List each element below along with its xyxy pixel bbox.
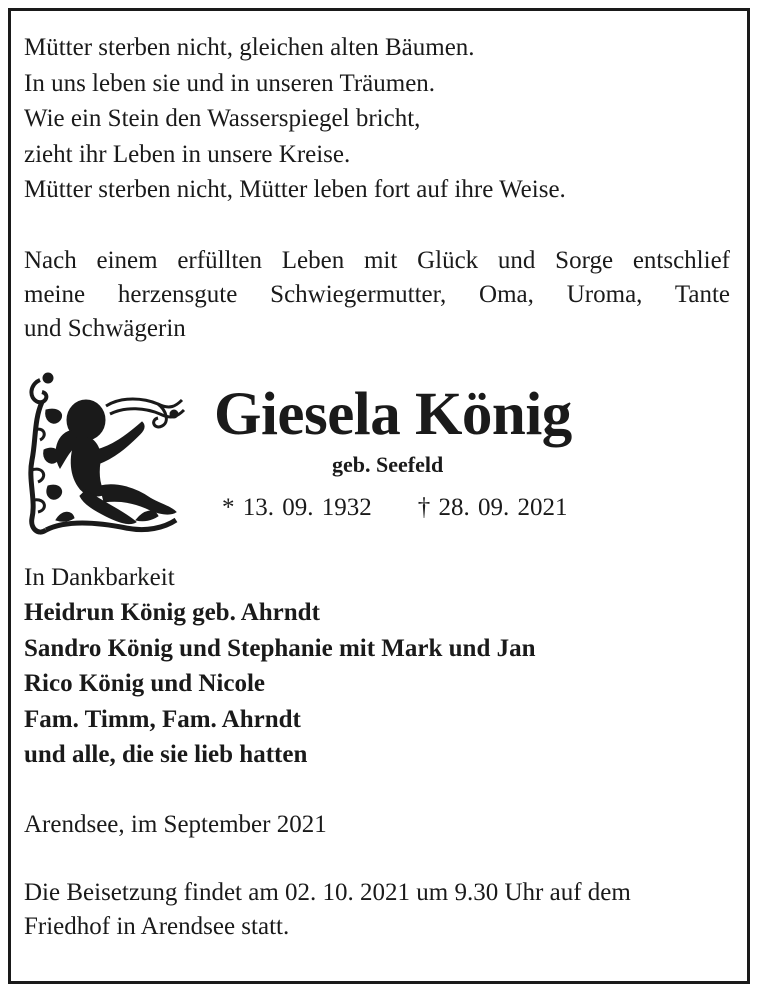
burial-line: Die Beisetzung findet am 02. 10. 2021 um 9.30 Uhr auf dem (24, 878, 631, 906)
mourner-line: Rico König und Nicole (24, 670, 265, 697)
deceased-header (24, 364, 730, 542)
poem-line: Mütter sterben nicht, Mütter leben fort auf ihre Weise. (24, 176, 566, 203)
burial-line: Friedhof in Arendsee statt. (24, 912, 290, 940)
mourner-line: Fam. Timm, Fam. Ahrndt (24, 705, 301, 733)
birth-date: * 13. 09. 1932 (222, 493, 372, 521)
intro-line: Nach einem erfüllten Leben mit Glück und Sorge entschlief (24, 246, 730, 274)
maiden-name: geb. Seefeld (332, 451, 444, 477)
place-date (24, 807, 730, 842)
mourner-line: Heidrun König geb. Ahrndt (24, 599, 320, 626)
obituary-content (24, 30, 730, 944)
intro-text (24, 244, 730, 346)
intro-line: und Schwägerin (24, 314, 186, 342)
poem (24, 30, 730, 208)
poem-line: Wie ein Stein den Wasserspiegel bricht, (24, 105, 421, 132)
place-date-line: Arendsee, im September 2021 (24, 810, 327, 838)
poem-line: zieht ihr Leben in unsere Kreise. (24, 140, 351, 168)
death-date: † 28. 09. 2021 (417, 493, 568, 521)
mourner-line: und alle, die sie lieb hatten (24, 741, 308, 768)
life-dates (222, 494, 568, 522)
mourners-section (24, 560, 730, 773)
burial-notice (24, 876, 730, 944)
cherub-silhouette-icon (26, 370, 186, 540)
gratitude-line: In Dankbarkeit (24, 563, 175, 591)
deceased-name: Giesela König (214, 380, 572, 448)
intro-line: meine herzensgute Schwiegermutter, Oma, Uroma, Tante (24, 280, 730, 308)
mourner-line: Sandro König und Stephanie mit Mark und Jan (24, 634, 536, 662)
poem-line: Mütter sterben nicht, gleichen alten Bäumen. (24, 34, 475, 61)
poem-line: In uns leben sie und in unseren Träumen. (24, 69, 436, 97)
